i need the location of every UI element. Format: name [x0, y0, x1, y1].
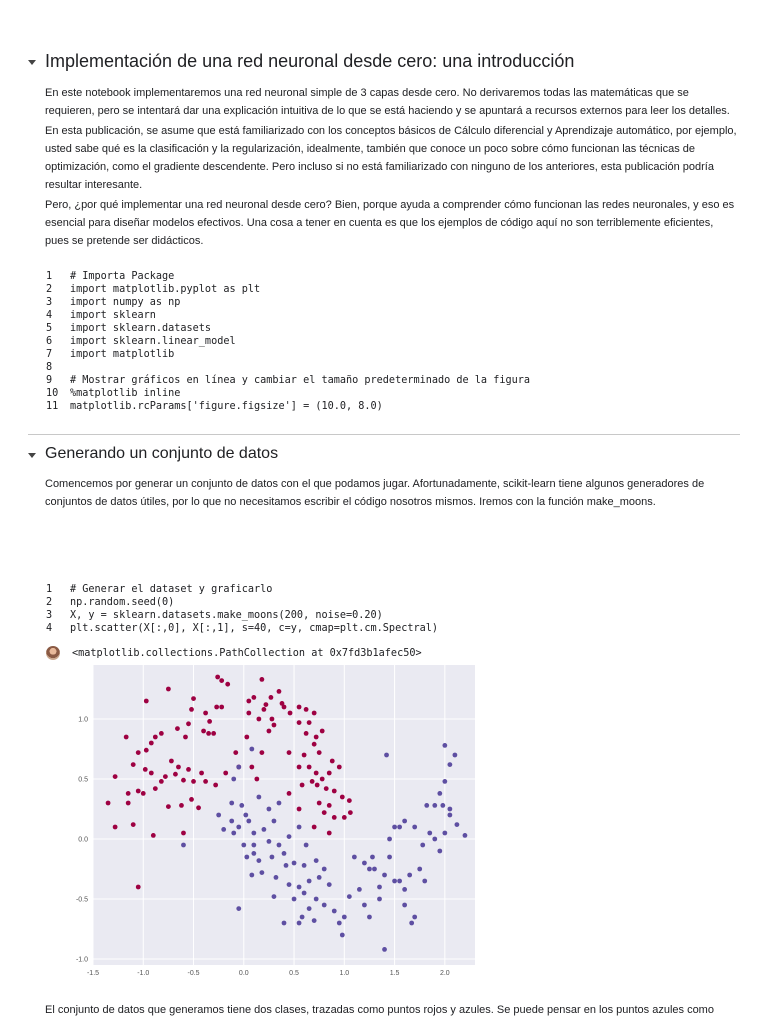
data-point-blue [277, 843, 282, 848]
data-point-blue [297, 825, 302, 830]
code-text: import sklearn.linear_model [70, 336, 236, 347]
data-point-red [113, 825, 118, 830]
data-point-red [261, 707, 266, 712]
data-point-red [347, 798, 352, 803]
paragraph: Comencemos por generar un conjunto de datos con el que podamos jugar. Afortunadamente, scikit-learn tiene algunos generadores de conjuntos de datos útiles, por lo que no necesitamos escribir el código nosotros mismos. Iremos con la función make_moons. [45, 478, 705, 508]
data-point-red [149, 741, 154, 746]
code-line[interactable] [46, 335, 530, 348]
data-point-red [332, 815, 337, 820]
data-point-red [144, 748, 149, 753]
section-title: Implementación de una red neuronal desde cero: una introducción [45, 51, 575, 71]
data-point-red [207, 719, 212, 724]
line-number: 2 [46, 597, 53, 608]
line-number: 1 [46, 584, 53, 595]
data-point-red [312, 742, 317, 747]
data-point-red [113, 774, 118, 779]
y-tick-label: 1.0 [78, 716, 88, 724]
code-text: # Mostrar gráficos en línea y cambiar el tamaño predeterminado de la figura [70, 375, 531, 386]
data-point-blue [412, 825, 417, 830]
data-point-red [256, 717, 261, 722]
collapse-caret-icon[interactable] [28, 453, 36, 458]
data-point-blue [387, 855, 392, 860]
data-point-red [219, 705, 224, 710]
line-number: 7 [46, 349, 53, 360]
data-point-blue [292, 861, 297, 866]
line-number: 1 [46, 271, 53, 282]
data-point-red [179, 803, 184, 808]
data-point-blue [367, 915, 372, 920]
code-line[interactable] [46, 583, 438, 596]
data-point-red [126, 791, 131, 796]
cell-divider [28, 434, 740, 435]
data-point-red [143, 767, 148, 772]
data-point-blue [241, 843, 246, 848]
data-point-blue [392, 825, 397, 830]
line-number: 4 [46, 623, 53, 634]
data-point-blue [432, 803, 437, 808]
data-point-blue [367, 867, 372, 872]
data-point-blue [332, 909, 337, 914]
data-point-blue [312, 918, 317, 923]
line-number: 6 [46, 336, 53, 347]
data-point-red [223, 771, 228, 776]
data-point-blue [317, 875, 322, 880]
y-tick-label: -1.0 [75, 956, 88, 964]
data-point-blue [267, 839, 272, 844]
scatter-chart [60, 660, 480, 980]
data-point-blue [447, 807, 452, 812]
data-point-blue [231, 777, 236, 782]
code-line[interactable] [46, 596, 438, 609]
code-text: import sklearn [70, 310, 156, 321]
data-point-red [163, 774, 168, 779]
data-point-blue [322, 903, 327, 908]
data-point-blue [452, 753, 457, 758]
data-point-red [297, 765, 302, 770]
code-text: # Importa Package [70, 271, 175, 282]
data-point-blue [229, 801, 234, 806]
section-header-dataset[interactable] [28, 445, 278, 463]
data-point-red [124, 735, 129, 740]
data-point-blue [244, 855, 249, 860]
data-point-blue [216, 813, 221, 818]
data-point-blue [382, 947, 387, 952]
data-point-red [312, 711, 317, 716]
data-point-blue [282, 851, 287, 856]
data-point-blue [397, 825, 402, 830]
data-point-blue [422, 879, 427, 884]
data-point-blue [251, 851, 256, 856]
x-tick-label: 2.0 [439, 970, 450, 977]
collapse-caret-icon[interactable] [28, 60, 36, 65]
data-point-red [270, 717, 275, 722]
data-point-red [141, 791, 146, 796]
data-point-red [307, 720, 312, 725]
data-point-red [315, 783, 320, 788]
data-point-red [175, 726, 180, 731]
data-point-blue [322, 867, 327, 872]
data-point-blue [246, 819, 251, 824]
data-point-red [264, 702, 269, 707]
data-point-blue [340, 933, 345, 938]
data-point-red [269, 695, 274, 700]
data-point-red [310, 779, 315, 784]
data-point-red [307, 765, 312, 770]
data-point-blue [409, 921, 414, 926]
data-point-red [327, 831, 332, 836]
data-point-red [233, 750, 238, 755]
data-point-blue [256, 858, 261, 863]
data-point-red [314, 735, 319, 740]
data-point-blue [259, 870, 264, 875]
data-point-red [302, 753, 307, 758]
data-point-blue [302, 891, 307, 896]
data-point-red [191, 696, 196, 701]
data-point-red [186, 767, 191, 772]
data-point-blue [463, 833, 468, 838]
section-title: Generando un conjunto de datos [45, 445, 279, 462]
data-point-red [219, 678, 224, 683]
data-point-red [304, 731, 309, 736]
data-point-blue [402, 903, 407, 908]
data-point-blue [284, 863, 289, 868]
data-point-red [131, 822, 136, 827]
data-point-red [330, 759, 335, 764]
code-cell-imports[interactable] [46, 270, 530, 413]
code-line[interactable] [46, 400, 530, 413]
x-tick-label: -1.0 [137, 970, 150, 977]
code-line[interactable] [46, 270, 530, 283]
data-point-red [300, 783, 305, 788]
data-point-blue [251, 831, 256, 836]
paragraph: En esta publicación, se asume que está familiarizado con los conceptos básicos de Cálculo diferencial y Aprendizaje automático, por ejemplo, usted sabe qué es la clasificación y la regularización, idealmente, también que conoce un poco sobre cómo funcionan las técnicas de optimización, como el gradiente descendente. Pero incluso si no está familiarizado con ninguno de los anteriores, esta publicación podría resultar interesante. [45, 125, 737, 191]
data-point-red [203, 711, 208, 716]
data-point-red [213, 783, 218, 788]
data-point-blue [407, 873, 412, 878]
data-point-blue [236, 825, 241, 830]
data-point-blue [427, 831, 432, 836]
data-point-red [297, 807, 302, 812]
data-point-blue [442, 779, 447, 784]
data-point-red [206, 731, 211, 736]
data-point-red [327, 803, 332, 808]
data-point-blue [302, 863, 307, 868]
data-point-blue [256, 795, 261, 800]
data-point-red [189, 797, 194, 802]
data-point-red [327, 771, 332, 776]
data-point-red [282, 705, 287, 710]
data-point-red [131, 762, 136, 767]
code-line[interactable] [46, 309, 530, 322]
data-point-blue [277, 801, 282, 806]
data-point-blue [287, 882, 292, 887]
x-tick-label: 1.0 [339, 970, 350, 977]
data-point-blue [392, 879, 397, 884]
code-text: plt.scatter(X[:,0], X[:,1], s=40, c=y, cmap=plt.cm.Spectral) [70, 623, 439, 634]
data-point-blue [307, 906, 312, 911]
data-point-red [297, 720, 302, 725]
data-point-red [277, 689, 282, 694]
data-point-blue [447, 813, 452, 818]
code-text: import matplotlib.pyplot as plt [70, 284, 261, 295]
data-point-blue [384, 753, 389, 758]
plot-area [93, 665, 475, 965]
data-point-red [215, 675, 220, 680]
data-point-red [144, 699, 149, 704]
data-point-red [151, 833, 156, 838]
line-number: 9 [46, 375, 53, 386]
x-tick-label: 0.5 [289, 970, 299, 977]
data-point-blue [347, 894, 352, 899]
avatar[interactable] [46, 646, 60, 660]
data-point-blue [287, 834, 292, 839]
line-number: 10 [46, 388, 59, 399]
data-point-blue [300, 915, 305, 920]
data-point-red [169, 759, 174, 764]
code-text: # Generar el dataset y graficarlo [70, 584, 273, 595]
data-point-blue [362, 903, 367, 908]
data-point-blue [387, 837, 392, 842]
data-point-red [348, 810, 353, 815]
data-point-blue [304, 843, 309, 848]
x-tick-label: -1.5 [86, 970, 100, 977]
data-point-blue [272, 894, 277, 899]
data-point-blue [249, 873, 254, 878]
data-point-red [324, 786, 329, 791]
data-point-red [225, 682, 230, 687]
data-point-red [332, 789, 337, 794]
data-point-blue [342, 915, 347, 920]
data-point-red [166, 687, 171, 692]
data-point-blue [270, 855, 275, 860]
data-point-red [211, 731, 216, 736]
data-point-red [176, 765, 181, 770]
data-point-blue [337, 921, 342, 926]
data-point-red [317, 750, 322, 755]
line-number: 3 [46, 297, 53, 308]
data-point-blue [455, 822, 460, 827]
data-point-red [251, 695, 256, 700]
code-text: import sklearn.datasets [70, 323, 212, 334]
data-point-red [183, 735, 188, 740]
line-number: 2 [46, 284, 53, 295]
data-point-red [201, 729, 206, 734]
data-point-blue [292, 897, 297, 902]
code-line[interactable] [46, 387, 530, 400]
code-text: import numpy as np [70, 297, 181, 308]
cell-output [46, 646, 422, 660]
data-point-red [297, 705, 302, 710]
data-point-red [254, 777, 259, 782]
data-point-red [314, 771, 319, 776]
data-point-red [320, 729, 325, 734]
y-tick-label: 0.0 [78, 836, 88, 844]
data-point-red [342, 815, 347, 820]
data-point-red [191, 779, 196, 784]
data-point-red [153, 735, 158, 740]
data-point-red [287, 750, 292, 755]
data-point-blue [447, 762, 452, 767]
data-point-blue [372, 867, 377, 872]
y-tick-label: -0.5 [75, 896, 88, 904]
x-tick-label: 0.0 [238, 970, 249, 977]
data-point-red [312, 825, 317, 830]
data-point-red [322, 810, 327, 815]
data-point-red [149, 771, 154, 776]
data-point-blue [297, 921, 302, 926]
data-point-red [340, 795, 345, 800]
line-number: 3 [46, 610, 53, 621]
data-point-blue [442, 831, 447, 836]
data-point-blue [402, 887, 407, 892]
data-point-blue [251, 843, 256, 848]
data-point-blue [272, 819, 277, 824]
data-point-blue [377, 897, 382, 902]
line-number: 8 [46, 362, 53, 373]
data-point-red [259, 750, 264, 755]
data-point-blue [307, 879, 312, 884]
data-point-blue [352, 855, 357, 860]
data-point-blue [357, 887, 362, 892]
data-point-red [153, 786, 158, 791]
data-point-red [166, 804, 171, 809]
data-point-red [126, 801, 131, 806]
data-point-red [173, 772, 178, 777]
data-point-red [288, 711, 293, 716]
code-text: import matplotlib [70, 349, 175, 360]
code-text: X, y = sklearn.datasets.make_moons(200, noise=0.20) [70, 610, 383, 621]
data-point-blue [397, 879, 402, 884]
data-point-blue [236, 765, 241, 770]
data-point-red [267, 729, 272, 734]
data-point-blue [229, 819, 234, 824]
data-point-blue [297, 885, 302, 890]
code-line[interactable] [46, 361, 530, 374]
data-point-red [246, 711, 251, 716]
data-point-red [186, 721, 191, 726]
data-point-red [189, 707, 194, 712]
code-line[interactable] [46, 296, 530, 309]
data-point-red [214, 705, 219, 710]
data-point-blue [314, 897, 319, 902]
data-point-red [199, 771, 204, 776]
output-text: <matplotlib.collections.PathCollection at 0x7fd3b1afec50> [72, 647, 422, 659]
paragraph: En este notebook implementaremos una red neuronal simple de 3 capas desde cero. No derivaremos todas las matemáticas que se requieren, pero se intentará dar una explicación intuitiva de lo que se está haciendo y se apuntará a recursos externos para leer los detalles. [45, 87, 730, 117]
data-point-blue [420, 843, 425, 848]
y-tick-label: 0.5 [78, 776, 88, 784]
paragraph: El conjunto de datos que generamos tiene dos clases, trazadas como puntos rojos y azules. Se puede pensar en los puntos azules como [45, 1004, 714, 1016]
data-point-red [159, 779, 164, 784]
data-point-red [304, 707, 309, 712]
data-point-blue [274, 875, 279, 880]
data-point-red [259, 677, 264, 682]
data-point-blue [267, 807, 272, 812]
data-point-red [272, 723, 277, 728]
data-point-blue [382, 873, 387, 878]
data-point-red [337, 765, 342, 770]
data-point-blue [424, 803, 429, 808]
section-header-intro[interactable] [28, 51, 574, 72]
data-point-blue [181, 843, 186, 848]
data-point-red [287, 791, 292, 796]
code-line[interactable] [46, 322, 530, 335]
data-point-blue [327, 882, 332, 887]
data-point-red [203, 779, 208, 784]
code-line[interactable] [46, 622, 438, 635]
data-point-blue [377, 885, 382, 890]
data-point-red [249, 765, 254, 770]
data-point-blue [261, 827, 266, 832]
data-point-blue [370, 855, 375, 860]
data-point-red [320, 777, 325, 782]
data-point-red [159, 731, 164, 736]
data-point-blue [221, 827, 226, 832]
data-point-blue [314, 858, 319, 863]
line-number: 4 [46, 310, 53, 321]
data-point-red [317, 801, 322, 806]
data-point-red [181, 778, 186, 783]
x-tick-label: 1.5 [389, 970, 400, 977]
x-tick-label: -0.5 [187, 970, 200, 977]
code-line[interactable] [46, 348, 530, 361]
code-text: %matplotlib inline [70, 388, 181, 399]
code-line[interactable] [46, 283, 530, 296]
data-point-blue [282, 921, 287, 926]
line-number: 11 [46, 401, 59, 412]
data-point-red [136, 885, 141, 890]
data-point-blue [442, 743, 447, 748]
paragraph: Pero, ¿por qué implementar una red neuronal desde cero? Bien, porque ayuda a comprender cómo funcionan las redes neuronales, y eso es esencial para diseñar modelos efectivos. Una cosa a tener en cuenta es que los ejemplos de código aquí no son terriblemente eficientes, pues se pretende ser didácticos. [45, 199, 735, 247]
code-line[interactable] [46, 609, 438, 622]
data-point-blue [417, 867, 422, 872]
data-point-red [246, 699, 251, 704]
data-point-red [244, 735, 249, 740]
data-point-red [136, 750, 141, 755]
data-point-blue [440, 803, 445, 808]
data-point-blue [437, 791, 442, 796]
code-line[interactable] [46, 374, 530, 387]
data-point-blue [402, 819, 407, 824]
data-point-red [181, 831, 186, 836]
data-point-blue [437, 849, 442, 854]
data-point-red [136, 789, 141, 794]
code-cell-generate-dataset[interactable] [46, 583, 438, 635]
data-point-blue [236, 906, 241, 911]
data-point-blue [243, 813, 248, 818]
line-number: 5 [46, 323, 53, 334]
data-point-blue [432, 837, 437, 842]
code-text: matplotlib.rcParams['figure.figsize'] = (10.0, 8.0) [70, 401, 383, 412]
code-text: np.random.seed(0) [70, 597, 175, 608]
data-point-blue [362, 861, 367, 866]
data-point-blue [239, 803, 244, 808]
data-point-blue [412, 915, 417, 920]
data-point-red [196, 805, 201, 810]
data-point-blue [249, 747, 254, 752]
data-point-red [106, 801, 111, 806]
data-point-blue [231, 831, 236, 836]
